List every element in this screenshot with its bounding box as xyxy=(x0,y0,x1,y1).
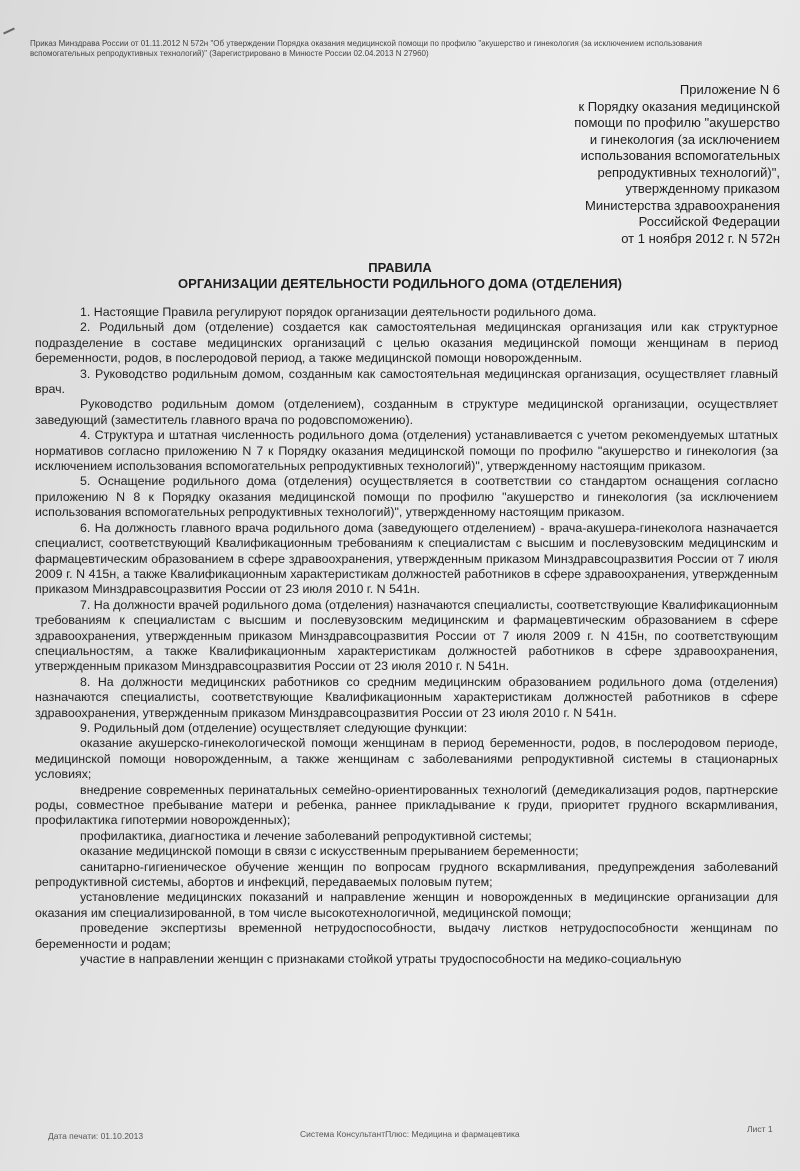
appendix-line: использования вспомогательных xyxy=(580,148,780,163)
document-title: ПРАВИЛА xyxy=(368,260,432,275)
appendix-line: Российской Федерации xyxy=(638,214,780,229)
paragraph: внедрение современных перинатальных семейно-ориентированных технологий (демедикализация родов, партнерские роды, совместное пребывание матери и ребенка, раннее прикладывание к груди, приоритет грудного вскармливания, профилактика гипотермии новорожденных); xyxy=(35,782,778,828)
appendix-line: утвержденному приказом xyxy=(625,181,780,196)
appendix-line: и гинекология (за исключением xyxy=(589,131,780,147)
paragraph: санитарно-гигиеническое обучение женщин по вопросам грудного вскармливания, предупреждения заболеваний репродуктивной системы, абортов и инфекций, передаваемых половым путем; xyxy=(35,859,778,890)
paragraph: 9. Родильный дом (отделение) осуществляет следующие функции: xyxy=(80,720,468,735)
paragraph: 1. Настоящие Правила регулируют порядок организации деятельности родильного дома. xyxy=(80,305,597,319)
appendix-block xyxy=(480,82,780,247)
paragraph: 3. Руководство родильным домом, созданным как самостоятельная медицинская организация, осуществляет главный врач. xyxy=(35,366,778,397)
header-line-1: Приказ Минздрава России от 01.11.2012 N 572н "Об утверждении Порядка оказания медицинской помощи по профилю "акушерство и гинекология (за исключением использования xyxy=(30,39,702,48)
paragraph: 5. Оснащение родильного дома (отделения) осуществляется в соответствии со стандартом оснащения согласно приложению N 8 к Порядку оказания медицинской помощи по профилю "акушерство и гинекология (за исключением использования вспомогательных репродуктивных технологий)", утвержденному настоящим приказом. xyxy=(35,474,778,520)
paragraph: 6. На должность главного врача родильного дома (заведующего отделением) - врача-акушера-гинеколога назначается специалист, соответствующий Квалификационным требованиям к специалистам с высшим и послевузовским медицинским и фармацевтическим образованием в сфере здравоохранения, утвержденным приказом Минздравсоцразвития России от 7 июля 2009 г. N 415н, а также Квалификационным характеристикам должностей работников в сфере здравоохранения, утвержденным приказом Минздравсоцразвития России от 23 июля 2010 г. N 541н. xyxy=(35,520,778,597)
document-header xyxy=(30,39,780,59)
paragraph: оказание акушерско-гинекологической помощи женщинам в период беременности, родов, в послеродовом периоде, медицинской помощи новорожденным, а также женщинам с заболеваниями репродуктивной системы в стационарных условиях; xyxy=(35,736,778,782)
appendix-line: от 1 ноября 2012 г. N 572н xyxy=(621,230,780,246)
paragraph: установление медицинских показаний и направление женщин и новорожденных в медицинские организации для оказания им специализированной, в том числе высокотехнологичной, медицинской помощи; xyxy=(35,890,778,920)
document-subtitle: ОРГАНИЗАЦИИ ДЕЯТЕЛЬНОСТИ РОДИЛЬНОГО ДОМА (ОТДЕЛЕНИЯ) xyxy=(178,276,622,291)
appendix-line: помощи по профилю "акушерство xyxy=(574,115,780,130)
appendix-line: Министерства здравоохранения xyxy=(585,197,780,213)
appendix-line: к Порядку оказания медицинской xyxy=(578,98,780,114)
paragraph: профилактика, диагностика и лечение заболеваний репродуктивной системы; xyxy=(80,828,532,843)
print-date: Дата печати: 01.10.2013 xyxy=(48,1131,144,1141)
pen-mark xyxy=(3,28,15,35)
sheet-number: Лист 1 xyxy=(747,1124,773,1134)
paragraph: Руководство родильным домом (отделением), созданным в структуре медицинской организации, осуществляет заведующий (заместитель главного врача по родовспоможению). xyxy=(35,397,778,427)
system-name: Система КонсультантПлюс: Медицина и фармацевтика xyxy=(300,1129,520,1139)
paragraph: проведение экспертизы временной нетрудоспособности, выдачу листков нетрудоспособности женщинам по беременности и родам; xyxy=(35,921,778,951)
header-line-2: вспомогательных репродуктивных технологий)" (Зарегистрировано в Минюсте России 02.04.2013 N 27960) xyxy=(30,49,429,58)
paragraph: оказание медицинской помощи в связи с искусственным прерыванием беременности; xyxy=(80,844,579,859)
appendix-line: Приложение N 6 xyxy=(679,82,780,97)
document-body xyxy=(35,305,778,967)
paragraph: участие в направлении женщин с признаками стойкой утраты трудоспособности на медико-социальную xyxy=(80,952,682,967)
paragraph: 8. На должности медицинских работников со средним медицинским образованием родильного дома (отделения) назначаются специалисты, соответствующие Квалификационным характеристикам должностей работников в сфере здравоохранения, утвержденным приказом Минздравсоцразвития России от 23 июля 2010 г. N 541н. xyxy=(35,674,778,720)
paragraph: 4. Структура и штатная численность родильного дома (отделения) устанавливается с учетом рекомендуемых штатных нормативов согласно приложению N 7 к Порядку оказания медицинской помощи по профилю "акушерство и гинекология (за исключением использования вспомогательных репродуктивных технологий)", утвержденному настоящим приказом. xyxy=(35,428,778,474)
paragraph: 2. Родильный дом (отделение) создается как самостоятельная медицинская организация или как структурное подразделение в составе медицинских организаций с целью оказания медицинской помощи женщинам в период беременности, родов, в послеродовой период, а также медицинской помощи новорожденным. xyxy=(35,320,778,366)
paragraph: 7. На должности врачей родильного дома (отделения) назначаются специалисты, соответствующие Квалификационным требованиям к специалистам с высшим и послевузовским медицинским и фармацевтическим образованием в сфере здравоохранения, утвержденным приказом Минздравсоцразвития России от 7 июля 2009 г. N 415н, по соответствующим специальностям, а также Квалификационным характеристикам должностей работников в сфере здравоохранения, утвержденным приказом Минздравсоцразвития России от 23 июля 2010 г. N 541н. xyxy=(35,597,778,674)
appendix-line: репродуктивных технологий)", xyxy=(597,164,780,180)
